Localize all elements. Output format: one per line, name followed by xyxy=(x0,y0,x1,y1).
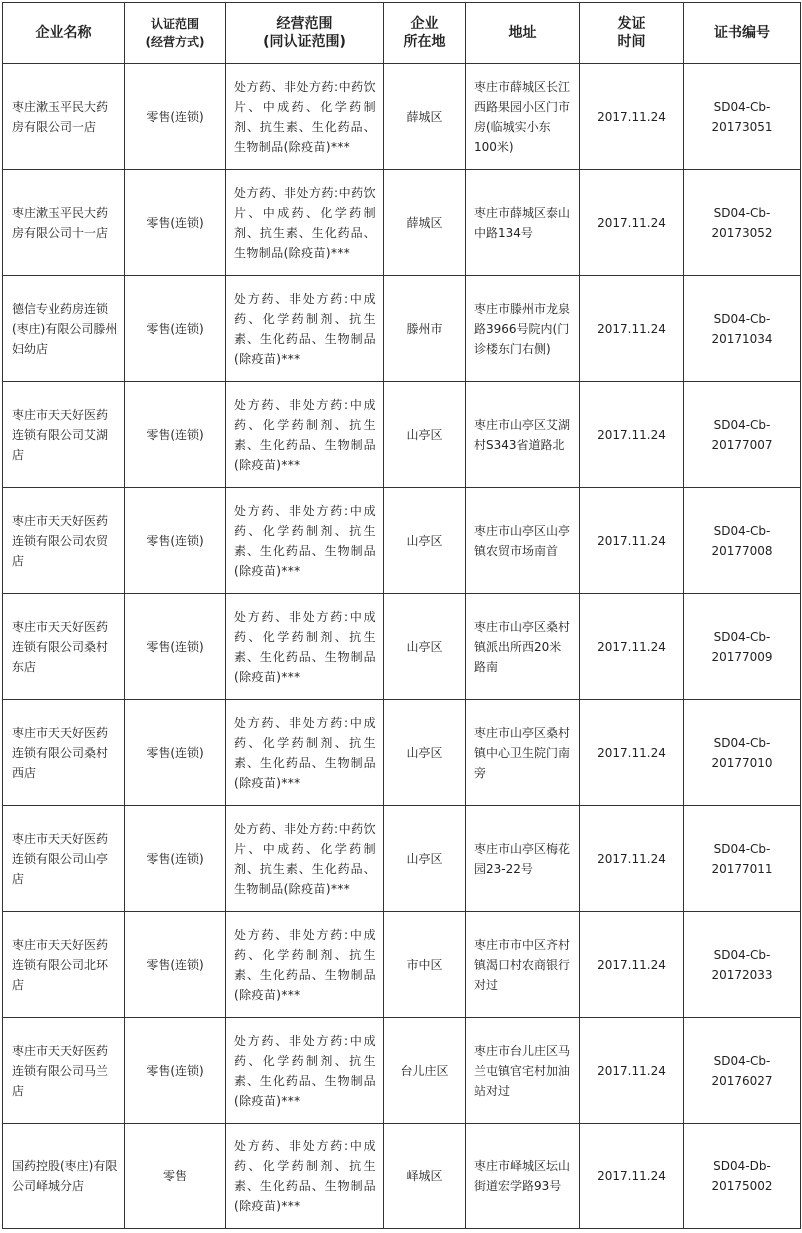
cert-number-serial: 20173051 xyxy=(711,119,773,134)
header-company-name: 企业名称 xyxy=(3,3,125,64)
cert-number-serial: 20171034 xyxy=(711,331,773,346)
cert-scope-cell: 零售(连锁) xyxy=(125,170,226,276)
issue-date-cell: 2017.11.24 xyxy=(580,488,684,594)
table-row xyxy=(3,700,801,806)
header-cert-number: 证书编号 xyxy=(684,3,801,64)
issue-date-cell: 2017.11.24 xyxy=(580,1018,684,1124)
company-name-cell: 枣庄市天天好医药连锁有限公司山亭店 xyxy=(3,806,125,912)
business-scope-cell: 处方药、非处方药:中成药、化学药制剂、抗生素、生化药品、生物制品(除疫苗)*** xyxy=(226,594,384,700)
cert-scope-cell: 零售(连锁) xyxy=(125,700,226,806)
header-cert-scope: 认证范围 (经营方式) xyxy=(125,3,226,64)
cert-number-serial: 20177009 xyxy=(711,649,773,664)
issue-date-cell: 2017.11.24 xyxy=(580,700,684,806)
cert-number-prefix: SD04-Cb- xyxy=(713,523,771,538)
cert-number-prefix: SD04-Cb- xyxy=(713,841,771,856)
address-cell: 枣庄市山亭区艾湖村S343省道路北 xyxy=(466,382,580,488)
company-name-cell: 枣庄市天天好医药连锁有限公司农贸店 xyxy=(3,488,125,594)
cert-number-serial: 20172033 xyxy=(711,967,773,982)
cert-number-prefix: SD04-Cb- xyxy=(713,205,771,220)
header-row xyxy=(3,3,801,64)
table-row xyxy=(3,1018,801,1124)
company-name-cell: 德信专业药房连锁(枣庄)有限公司滕州妇幼店 xyxy=(3,276,125,382)
issue-date-cell: 2017.11.24 xyxy=(580,912,684,1018)
business-scope-cell: 处方药、非处方药:中成药、化学药制剂、抗生素、生化药品、生物制品(除疫苗)*** xyxy=(226,1018,384,1124)
cert-number-serial: 20175002 xyxy=(711,1179,773,1193)
location-cell: 薛城区 xyxy=(384,64,466,170)
cert-number-serial: 20177011 xyxy=(711,861,773,876)
cert-number-cell xyxy=(684,594,801,700)
business-scope-cell: 处方药、非处方药:中成药、化学药制剂、抗生素、生化药品、生物制品(除疫苗)*** xyxy=(226,382,384,488)
certification-table xyxy=(2,2,801,1229)
header-business-scope: 经营范围 (同认证范围) xyxy=(226,3,384,64)
cert-scope-cell: 零售 xyxy=(125,1124,226,1229)
cert-number-cell xyxy=(684,382,801,488)
location-cell: 滕州市 xyxy=(384,276,466,382)
location-cell: 山亭区 xyxy=(384,700,466,806)
cert-number-serial: 20177010 xyxy=(711,755,773,770)
address-cell: 枣庄市薛城区泰山中路134号 xyxy=(466,170,580,276)
cert-scope-cell: 零售(连锁) xyxy=(125,806,226,912)
table-row xyxy=(3,806,801,912)
location-cell: 市中区 xyxy=(384,912,466,1018)
cert-scope-cell: 零售(连锁) xyxy=(125,1018,226,1124)
cert-number-prefix: SD04-Db- xyxy=(713,1159,771,1173)
address-cell: 枣庄市山亭区桑村镇派出所西20米路南 xyxy=(466,594,580,700)
table-row xyxy=(3,488,801,594)
cert-scope-cell: 零售(连锁) xyxy=(125,64,226,170)
issue-date-cell: 2017.11.24 xyxy=(580,1124,684,1229)
header-location: 企业 所在地 xyxy=(384,3,466,64)
company-name-cell: 枣庄漱玉平民大药房有限公司一店 xyxy=(3,64,125,170)
cert-number-cell xyxy=(684,1124,801,1229)
location-cell: 台儿庄区 xyxy=(384,1018,466,1124)
cert-number-cell xyxy=(684,700,801,806)
company-name-cell: 枣庄市天天好医药连锁有限公司北环店 xyxy=(3,912,125,1018)
cert-number-prefix: SD04-Cb- xyxy=(713,735,771,750)
location-cell: 山亭区 xyxy=(384,594,466,700)
company-name-cell: 枣庄市天天好医药连锁有限公司艾湖店 xyxy=(3,382,125,488)
company-name-cell: 国药控股(枣庄)有限公司峄城分店 xyxy=(3,1124,125,1229)
company-name-cell: 枣庄市天天好医药连锁有限公司马兰店 xyxy=(3,1018,125,1124)
table-row xyxy=(3,382,801,488)
cert-number-cell xyxy=(684,806,801,912)
cert-number-cell xyxy=(684,170,801,276)
issue-date-cell: 2017.11.24 xyxy=(580,64,684,170)
issue-date-cell: 2017.11.24 xyxy=(580,806,684,912)
cert-number-cell xyxy=(684,276,801,382)
address-cell: 枣庄市台儿庄区马兰屯镇官宅村加油站对过 xyxy=(466,1018,580,1124)
address-cell: 枣庄市峄城区坛山街道宏学路93号 xyxy=(466,1124,580,1229)
business-scope-cell: 处方药、非处方药:中成药、化学药制剂、抗生素、生化药品、生物制品(除疫苗)*** xyxy=(226,276,384,382)
business-scope-cell: 处方药、非处方药:中药饮片、中成药、化学药制剂、抗生素、生化药品、生物制品(除疫苗)*** xyxy=(226,170,384,276)
cert-scope-cell: 零售(连锁) xyxy=(125,912,226,1018)
address-cell: 枣庄市市中区齐村镇渴口村农商银行对过 xyxy=(466,912,580,1018)
table-row xyxy=(3,170,801,276)
issue-date-cell: 2017.11.24 xyxy=(580,594,684,700)
business-scope-cell: 处方药、非处方药:中药饮片、中成药、化学药制剂、抗生素、生化药品、生物制品(除疫苗)*** xyxy=(226,64,384,170)
cert-number-prefix: SD04-Cb- xyxy=(713,629,771,644)
cert-scope-cell: 零售(连锁) xyxy=(125,276,226,382)
cert-number-cell xyxy=(684,64,801,170)
business-scope-cell: 处方药、非处方药:中成药、化学药制剂、抗生素、生化药品、生物制品(除疫苗)*** xyxy=(226,912,384,1018)
cert-number-prefix: SD04-Cb- xyxy=(713,947,771,962)
company-name-cell: 枣庄市天天好医药连锁有限公司桑村西店 xyxy=(3,700,125,806)
location-cell: 峄城区 xyxy=(384,1124,466,1229)
business-scope-cell: 处方药、非处方药:中成药、化学药制剂、抗生素、生化药品、生物制品(除疫苗)*** xyxy=(226,1124,384,1229)
location-cell: 薛城区 xyxy=(384,170,466,276)
cert-number-prefix: SD04-Cb- xyxy=(713,311,771,326)
table-row xyxy=(3,912,801,1018)
location-cell: 山亭区 xyxy=(384,382,466,488)
issue-date-cell: 2017.11.24 xyxy=(580,170,684,276)
cert-scope-cell: 零售(连锁) xyxy=(125,382,226,488)
cert-number-serial: 20177008 xyxy=(711,543,773,558)
location-cell: 山亭区 xyxy=(384,806,466,912)
location-cell: 山亭区 xyxy=(384,488,466,594)
address-cell: 枣庄市山亭区山亭镇农贸市场南首 xyxy=(466,488,580,594)
table-row xyxy=(3,1124,801,1229)
header-address: 地址 xyxy=(466,3,580,64)
business-scope-cell: 处方药、非处方药:中药饮片、中成药、化学药制剂、抗生素、生化药品、生物制品(除疫苗)*** xyxy=(226,806,384,912)
table-row xyxy=(3,64,801,170)
cert-number-serial: 20177007 xyxy=(711,437,773,452)
business-scope-cell: 处方药、非处方药:中成药、化学药制剂、抗生素、生化药品、生物制品(除疫苗)*** xyxy=(226,700,384,806)
issue-date-cell: 2017.11.24 xyxy=(580,276,684,382)
issue-date-cell: 2017.11.24 xyxy=(580,382,684,488)
table-row xyxy=(3,594,801,700)
cert-number-cell xyxy=(684,488,801,594)
address-cell: 枣庄市山亭区梅花园23-22号 xyxy=(466,806,580,912)
cert-number-prefix: SD04-Cb- xyxy=(713,99,771,114)
cert-number-prefix: SD04-Cb- xyxy=(713,417,771,432)
cert-number-cell xyxy=(684,1018,801,1124)
header-issue-date: 发证 时间 xyxy=(580,3,684,64)
cert-scope-cell: 零售(连锁) xyxy=(125,488,226,594)
cert-number-serial: 20176027 xyxy=(711,1073,773,1088)
address-cell: 枣庄市薛城区长江西路果园小区门市房(临城实小东100米) xyxy=(466,64,580,170)
business-scope-cell: 处方药、非处方药:中成药、化学药制剂、抗生素、生化药品、生物制品(除疫苗)*** xyxy=(226,488,384,594)
address-cell: 枣庄市滕州市龙泉路3966号院内(门诊楼东门右侧) xyxy=(466,276,580,382)
table-row xyxy=(3,276,801,382)
cert-number-serial: 20173052 xyxy=(711,225,773,240)
company-name-cell: 枣庄漱玉平民大药房有限公司十一店 xyxy=(3,170,125,276)
cert-number-prefix: SD04-Cb- xyxy=(713,1053,771,1068)
company-name-cell: 枣庄市天天好医药连锁有限公司桑村东店 xyxy=(3,594,125,700)
cert-scope-cell: 零售(连锁) xyxy=(125,594,226,700)
cert-number-cell xyxy=(684,912,801,1018)
address-cell: 枣庄市山亭区桑村镇中心卫生院门南旁 xyxy=(466,700,580,806)
